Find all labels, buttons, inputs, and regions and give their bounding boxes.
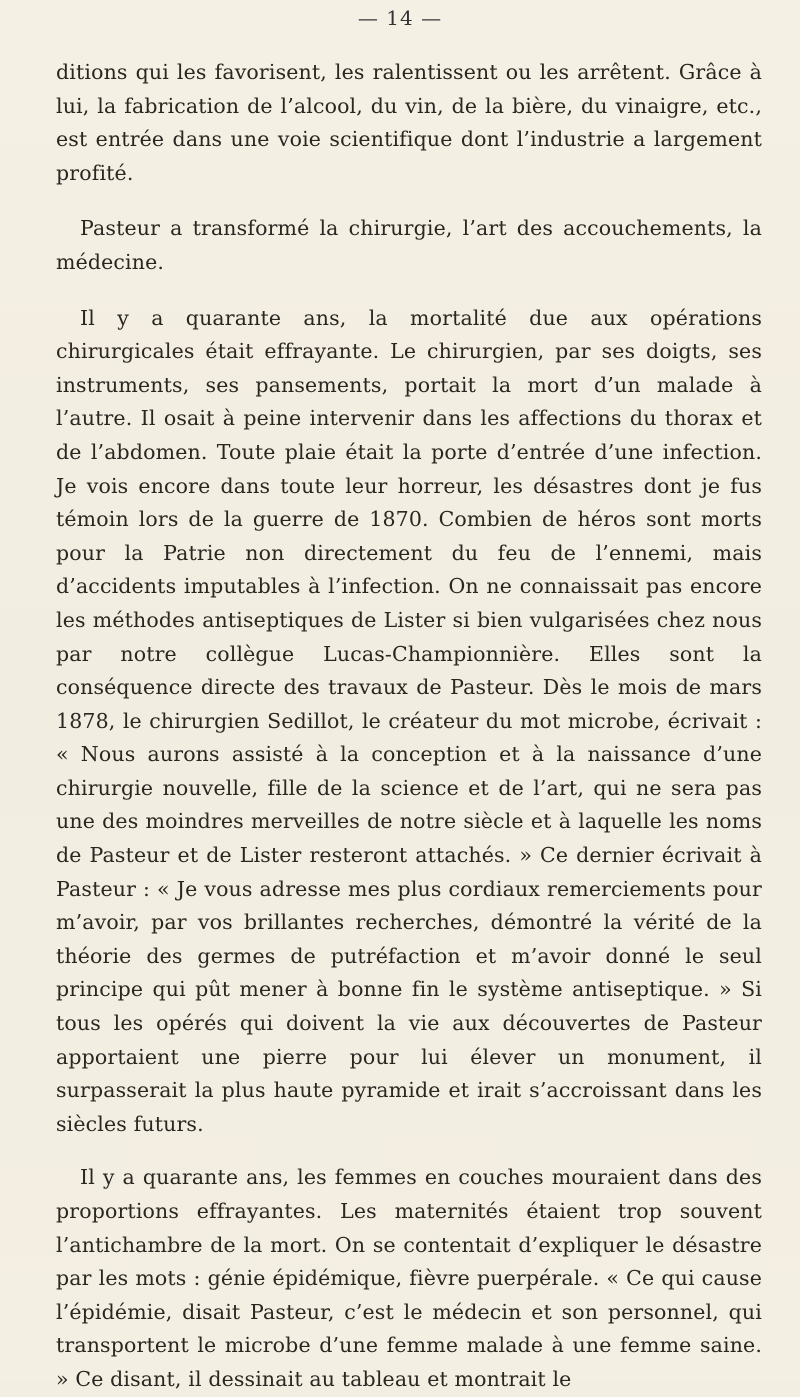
- page-number: — 14 —: [357, 6, 443, 30]
- body-text: [56, 56, 762, 1397]
- paragraph-continuation: ditions qui les favorisent, les ralentissent ou les arrêtent. Grâce à lui, la fabrication de l’alcool, du vin, de la bière, du vinaigre, etc., est entrée dans une voie scientifique dont l’industrie a largement profité.: [56, 60, 762, 185]
- paragraph-surgery-mortality: Il y a quarante ans, la mortalité due aux opérations chirurgicales était effrayante. Le chirurgien, par ses doigts, ses instruments, ses pansements, portait la mort d’un malade à l’autre. Il osait à peine intervenir dans les affections du thorax et de l’abdomen. Toute plaie était la porte d’entrée d’une infection. Je vois encore dans toute leur horreur, les désastres dont je fus témoin lors de la guerre de 1870. Combien de héros sont morts pour la Patrie non directement du feu de l’ennemi, mais d’accidents imputables à l’infection. On ne connaissait pas encore les méthodes antiseptiques de Lister si bien vulgarisées chez nous par notre collègue Lucas-Championnière. Elles sont la conséquence directe des travaux de Pasteur. Dès le mois de mars 1878, le chirurgien Sedillot, le créateur du mot microbe, écrivait : « Nous aurons assisté à la conception et à la naissance d’une chirurgie nouvelle, fille de la science et de l’art, qui ne sera pas une des moindres merveilles de notre siècle et à laquelle les noms de Pasteur et de Lister resteront attachés. » Ce dernier écrivait à Pasteur : « Je vous adresse mes plus cordiaux remerciements pour m’avoir, par vos brillantes recherches, démontré la vérité de la théorie des germes de putréfaction et m’avoir donné le seul principe qui pût mener à bonne fin le système antiseptique. » Si tous les opérés qui doivent la vie aux découvertes de Pasteur apportaient une pierre pour lui élever un monument, il surpasserait la plus haute pyramide et irait s’accroissant dans les siècles futurs.: [56, 305, 762, 1136]
- paragraph-surgery-intro: Pasteur a transformé la chirurgie, l’art des accouchements, la médecine.: [56, 216, 762, 274]
- paragraph-maternity: Il y a quarante ans, les femmes en couches mouraient dans des proportions effrayantes. Les maternités étaient trop souvent l’antichambre de la mort. On se contentait d’expliquer le désastre par les mots : génie épidémique, fièvre puerpérale. « Ce qui cause l’épidémie, disait Pasteur, c’est le médecin et son personnel, qui transportent le microbe d’une femme malade à une femme saine. » Ce disant, il dessinait au tableau et montrait le: [56, 1165, 762, 1391]
